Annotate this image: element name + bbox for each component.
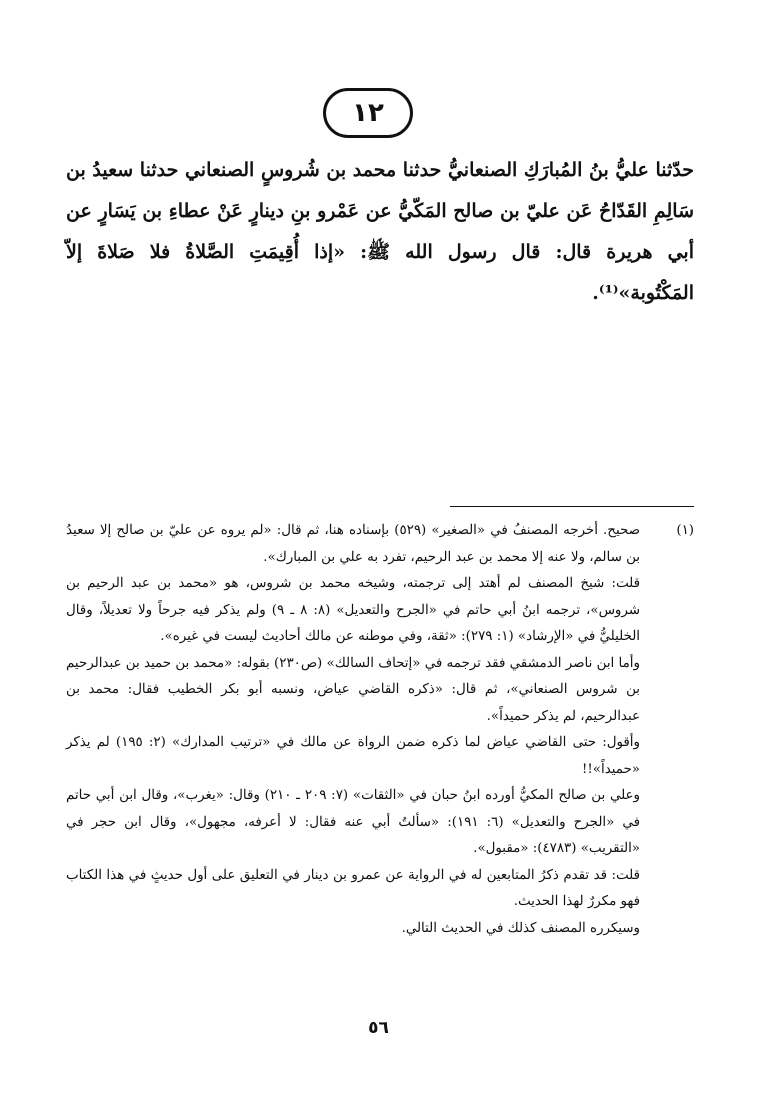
- hadith-number-badge: ١٢: [323, 88, 413, 138]
- footnote-1: [66, 518, 694, 942]
- footnote-paragraph: صحيح. أخرجه المصنفُ في «الصغير» (٥٢٩) بإسناده هنا، ثم قال: «لم يروه عن عليّ بن صالح إلا سعيدُ بن سالم، ولا عنه إلا محمد بن عبد الرحيم، تفرد به علي بن المبارك».: [66, 523, 640, 565]
- footnote-paragraph: وسيكرره المصنف كذلك في الحديث التالي.: [401, 920, 640, 936]
- footnote-marker: (١): [676, 523, 694, 538]
- footnotes: [66, 518, 694, 942]
- hadith-paragraph: حدّثنا عليُّ بنُ المُبارَكِ الصنعانيُّ حدثنا محمد بن شُروسٍ الصنعاني حدثنا سعيدُ بن سَالِمِ القَدّاحُ عَن عليّ بن صالح المَكّيُّ عن عَمْرو بنِ دينارٍ عَنْ عطاءِ بن يَسَارٍ عن أبي هريرة قال: قال رسول الله ﷺ: «إذا أُقِيمَتِ الصَّلاةُ فلا صَلاةَ إلاّ المَكْتُوبة»⁽¹⁾.: [66, 159, 694, 304]
- footnote-body: [66, 518, 640, 942]
- hadith-text: [66, 150, 694, 314]
- footnote-paragraph: وعلي بن صالح المكيُّ أورده ابنُ حبان في «الثقات» (٧: ٢٠٩ ـ ٢١٠) وقال: «يغرب»، وقال ابن أبي حاتم في «الجرح والتعديل» (٦: ١٩١): «سألتُ أبي عنه فقال: لا أعرفه، مجهول»، وقال ابن حجر في «التقريب» (٤٧٨٣): «مقبول».: [66, 788, 640, 856]
- page-number: ٥٦: [368, 1018, 389, 1038]
- footnote-paragraph: وأما ابن ناصر الدمشقي فقد ترجمه في «إتحاف السالك» (ص٢٣٠) بقوله: «محمد بن حميد بن عبدالرحيم بن شروس الصنعاني»، ثم قال: «ذكره القاضي عياض، ونسبه أبو بكر الخطيب فقال: محمد بن عبدالرحيم، لم يذكر حميداً».: [66, 655, 640, 724]
- footnote-separator: [450, 506, 694, 507]
- footnote-paragraph: قلت: شيخ المصنف لم أهتد إلى ترجمته، وشيخه محمد بن شروس، هو «محمد بن عبد الرحيم بن شروس»، ترجمه ابنُ أبي حاتم في «الجرح والتعديل» (٨: ٨ ـ ٩) ولم يذكر فيه جرحاً ولا تعديلاً، وقال الخليليُّ في «الإرشاد» (١: ٢٧٩): «ثقة، وفي موطنه عن مالك أحاديث ليست في غيره».: [66, 576, 640, 644]
- footnote-paragraph: قلت: قد تقدم ذكرُ المتابعين له في الرواية عن عمرو بن دينار في التعليق على أول حديثٍ في هذا الكتاب فهو مكررٌ لهذا الحديث.: [66, 867, 640, 909]
- footnote-paragraph: وأقول: حتى القاضي عياض لما ذكره ضمن الرواة عن مالك في «ترتيب المدارك» (٢: ١٩٥) لم يذكر «حميداً»!!: [66, 735, 640, 777]
